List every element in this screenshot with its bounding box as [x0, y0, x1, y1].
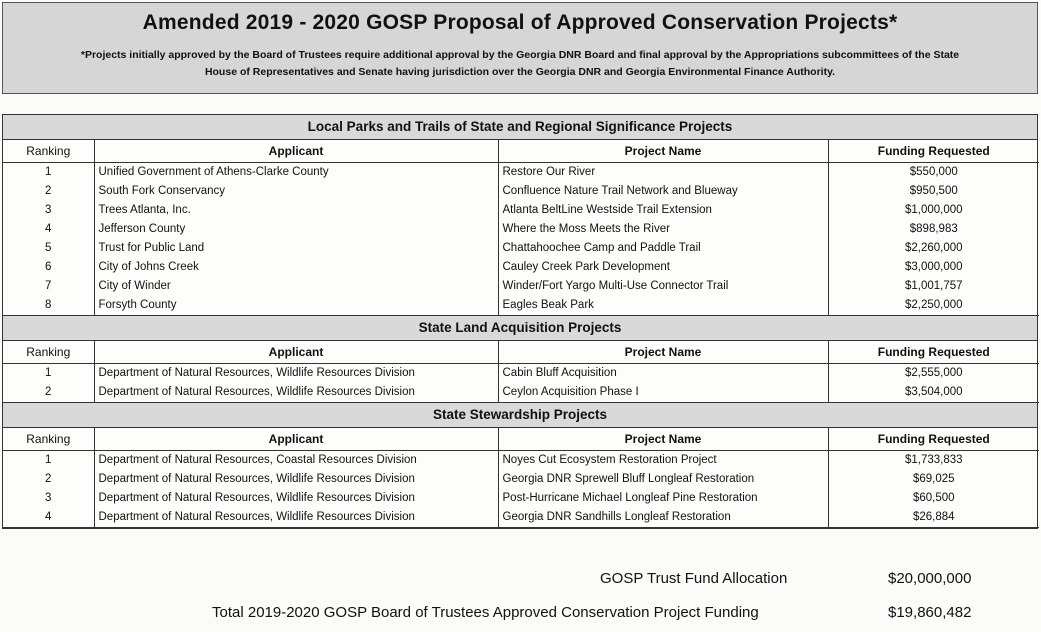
funding-cell: $1,001,757: [904, 280, 963, 292]
ranking-cell: 7: [3, 277, 94, 296]
approval-note: [13, 47, 1027, 81]
funding-cell: $898,983: [909, 223, 958, 235]
funding-cell: $2,555,000: [904, 367, 963, 379]
project-name-cell: Georgia DNR Sandhills Longleaf Restoration: [498, 508, 828, 528]
table-row: [3, 508, 1039, 528]
table-row: [3, 383, 1039, 403]
ranking-cell: 2: [3, 182, 94, 201]
project-name-cell: Noyes Cut Ecosystem Restoration Project: [498, 451, 828, 471]
section-title: Local Parks and Trails of State and Regional Significance Projects: [3, 115, 1037, 140]
project-name-cell: Restore Our River: [498, 163, 828, 183]
table-row: [3, 489, 1039, 508]
table-row: [3, 182, 1039, 201]
ranking-cell: 5: [3, 239, 94, 258]
column-header-ranking: Ranking: [3, 428, 94, 451]
funding-cell: $950,500: [909, 185, 958, 197]
section-title: State Land Acquisition Projects: [3, 316, 1037, 341]
project-name-cell: Cauley Creek Park Development: [498, 258, 828, 277]
funding-cell: $2,250,000: [828, 296, 1039, 316]
funding-cell: $2,260,000: [904, 242, 963, 254]
funding-cell: $3,000,000: [904, 261, 963, 273]
project-name-cell: Confluence Nature Trail Network and Blueway: [498, 182, 828, 201]
column-header-funding-requested: Funding Requested: [828, 140, 1039, 163]
section-title: State Stewardship Projects: [3, 403, 1037, 428]
approval-note-line-1: *Projects initially approved by the Board of Trustees require additional approval by the Georgia DNR Board and final approval by the Appropriations subcommittees of the State: [80, 49, 960, 61]
project-name-cell: Eagles Beak Park: [498, 296, 828, 316]
project-name-cell: Georgia DNR Sprewell Bluff Longleaf Restoration: [498, 470, 828, 489]
column-header-applicant: Applicant: [94, 341, 498, 364]
column-header-project-name: Project Name: [498, 140, 828, 163]
applicant-cell: Unified Government of Athens-Clarke County: [94, 163, 498, 183]
table-row: [3, 296, 1039, 316]
ranking-cell: 8: [3, 296, 94, 316]
applicant-cell: Trust for Public Land: [94, 239, 498, 258]
ranking-cell: 4: [3, 508, 94, 528]
column-header-applicant: Applicant: [94, 428, 498, 451]
applicant-cell: Forsyth County: [94, 296, 498, 316]
table-row: [3, 364, 1039, 384]
table-header-row: [3, 140, 1039, 163]
project-name-cell: Ceylon Acquisition Phase I: [498, 383, 828, 403]
table-row: [3, 451, 1039, 471]
funding-cell: $26,884: [828, 508, 1039, 528]
ranking-cell: 3: [3, 489, 94, 508]
approval-note-line-2: House of Representatives and Senate having jurisdiction over the Georgia DNR and Georgia Environmental Finance Authority.: [204, 66, 836, 78]
applicant-cell: Department of Natural Resources, Coastal Resources Division: [94, 451, 498, 471]
applicant-cell: South Fork Conservancy: [94, 182, 498, 201]
table-row: [3, 239, 1039, 258]
column-header-funding-requested: Funding Requested: [828, 428, 1039, 451]
column-header-project-name: Project Name: [498, 428, 828, 451]
allocation-label: GOSP Trust Fund Allocation: [600, 570, 788, 587]
applicant-cell: Trees Atlanta, Inc.: [94, 201, 498, 220]
table-row: [3, 470, 1039, 489]
project-name-cell: Atlanta BeltLine Westside Trail Extension: [498, 201, 828, 220]
project-name-cell: Cabin Bluff Acquisition: [498, 364, 828, 384]
funding-cell: $550,000: [909, 166, 958, 178]
project-name-cell: Post-Hurricane Michael Longleaf Pine Restoration: [498, 489, 828, 508]
applicant-cell: Department of Natural Resources, Wildlife Resources Division: [94, 383, 498, 403]
applicant-cell: Department of Natural Resources, Wildlife Resources Division: [94, 489, 498, 508]
funding-cell: $69,025: [912, 473, 955, 485]
table-row: [3, 258, 1039, 277]
applicant-cell: Department of Natural Resources, Wildlife Resources Division: [94, 470, 498, 489]
column-header-applicant: Applicant: [94, 140, 498, 163]
table-header-row: [3, 341, 1039, 364]
ranking-cell: 2: [3, 383, 94, 403]
funding-cell: $60,500: [912, 492, 955, 504]
funding-cell: $1,000,000: [904, 204, 963, 216]
allocation-value: $20,000,000: [888, 570, 972, 587]
section-table: [3, 428, 1039, 528]
funding-cell: $3,504,000: [828, 383, 1039, 403]
table-row: [3, 277, 1039, 296]
applicant-cell: Department of Natural Resources, Wildlife Resources Division: [94, 364, 498, 384]
ranking-cell: 4: [3, 220, 94, 239]
applicant-cell: City of Winder: [94, 277, 498, 296]
total-funding-label: Total 2019-2020 GOSP Board of Trustees Approved Conservation Project Funding: [212, 604, 759, 621]
ranking-cell: 1: [3, 163, 94, 183]
project-name-cell: Where the Moss Meets the River: [498, 220, 828, 239]
table-row: [3, 163, 1039, 183]
table-row: [3, 220, 1039, 239]
ranking-cell: 3: [3, 201, 94, 220]
applicant-cell: City of Johns Creek: [94, 258, 498, 277]
applicant-cell: Jefferson County: [94, 220, 498, 239]
column-header-ranking: Ranking: [3, 341, 94, 364]
project-name-cell: Winder/Fort Yargo Multi-Use Connector Trail: [498, 277, 828, 296]
column-header-project-name: Project Name: [498, 341, 828, 364]
ranking-cell: 2: [3, 470, 94, 489]
table-row: [3, 201, 1039, 220]
ranking-cell: 1: [3, 364, 94, 384]
section-table: [3, 341, 1039, 403]
ranking-cell: 6: [3, 258, 94, 277]
funding-cell: $1,733,833: [904, 454, 963, 466]
total-funding-value: $19,860,482: [888, 604, 972, 621]
project-name-cell: Chattahoochee Camp and Paddle Trail: [498, 239, 828, 258]
applicant-cell: Department of Natural Resources, Wildlife Resources Division: [94, 508, 498, 528]
table-header-row: [3, 428, 1039, 451]
document-header: [2, 2, 1038, 94]
column-header-ranking: Ranking: [3, 140, 94, 163]
document-title: Amended 2019 - 2020 GOSP Proposal of Approved Conservation Projects*: [142, 11, 898, 34]
projects-table-container: [2, 114, 1038, 529]
ranking-cell: 1: [3, 451, 94, 471]
column-header-funding-requested: Funding Requested: [828, 341, 1039, 364]
section-table: [3, 140, 1039, 316]
